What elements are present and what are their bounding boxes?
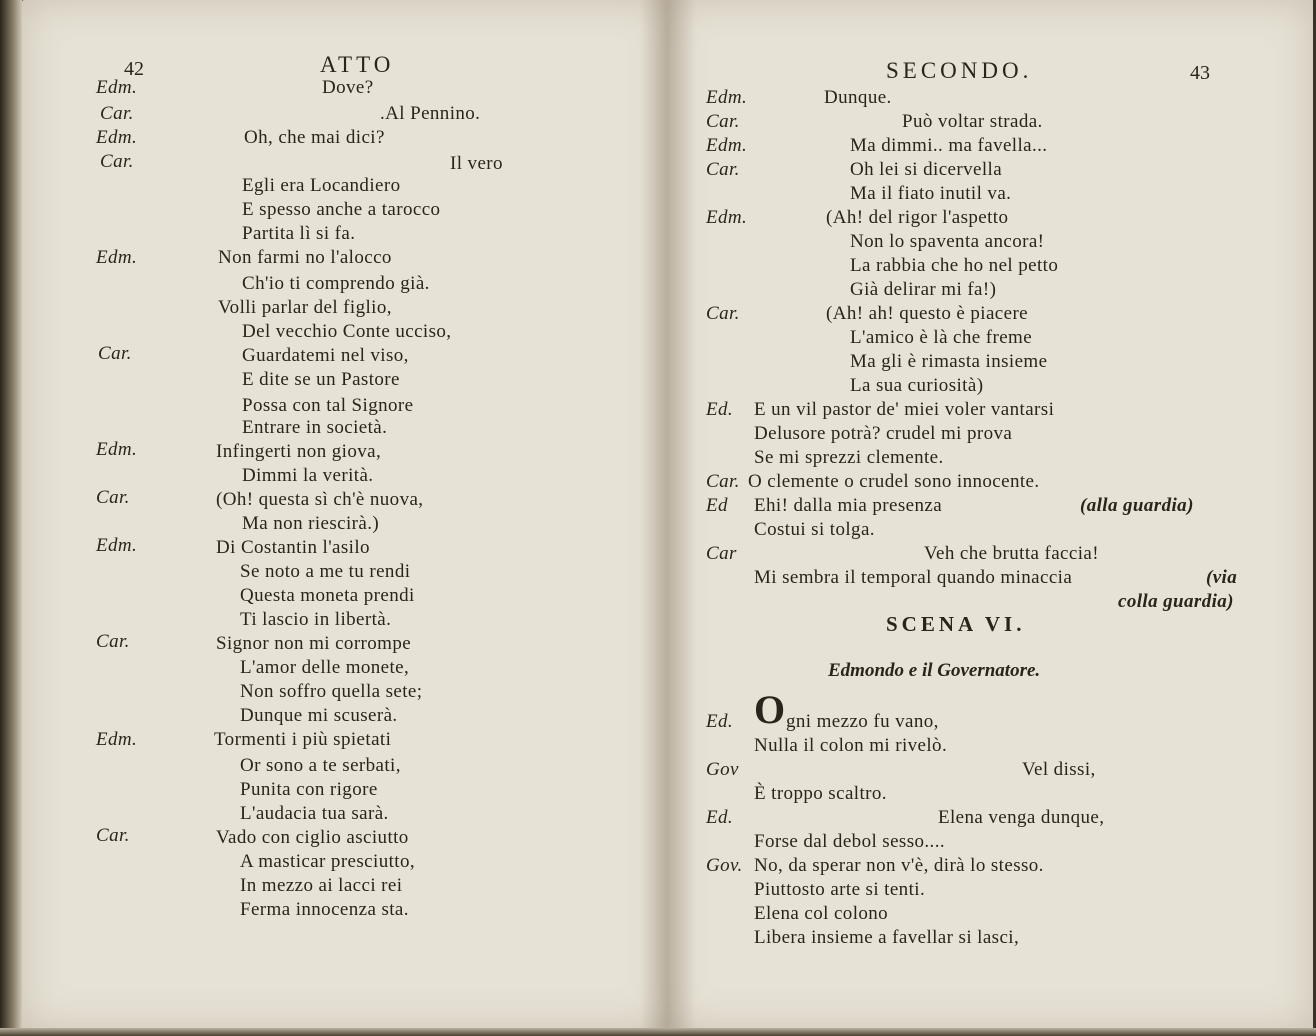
stage-direction: (via: [1206, 567, 1238, 588]
verse-line: Forse dal debol sesso....: [754, 831, 946, 852]
speaker: Edm.: [96, 535, 138, 556]
speaker: Car.: [96, 487, 130, 508]
verse-line: .Al Pennino.: [380, 103, 481, 124]
speaker: Ed.: [706, 399, 734, 420]
speaker: Edm.: [96, 77, 138, 98]
verse-line: Non lo spaventa ancora!: [850, 231, 1045, 252]
verse-line: Se mi sprezzi clemente.: [754, 447, 944, 468]
verse-line: E dite se un Pastore: [242, 369, 400, 390]
speaker: Edm.: [706, 135, 748, 156]
verse-line: Or sono a te serbati,: [240, 755, 401, 776]
verse-line: gni mezzo fu vano,: [786, 711, 939, 732]
verse-line: Il vero: [450, 153, 503, 174]
book-edge: [0, 0, 22, 1036]
speaker: Car.: [98, 343, 132, 364]
verse-line: Signor non mi corrompe: [216, 633, 412, 654]
verse-line: O clemente o crudel sono innocente.: [748, 471, 1040, 492]
page-header-right: SECONDO.: [886, 58, 1033, 83]
verse-line: Ferma innocenza sta.: [240, 899, 409, 920]
speaker: Edm.: [96, 127, 138, 148]
speaker: Ed: [706, 495, 728, 516]
verse-line: È troppo scaltro.: [754, 783, 887, 804]
verse-line: Ma gli è rimasta insieme: [850, 351, 1048, 372]
speaker: Car.: [706, 303, 740, 324]
scene-cast: Edmondo e il Governatore.: [828, 660, 1041, 681]
verse-line: (Ah! ah! questo è piacere: [826, 303, 1029, 324]
speaker: Edm.: [706, 87, 748, 108]
verse-line: Già delirar mi fa!): [850, 279, 997, 300]
verse-line: Libera insieme a favellar si lasci,: [754, 927, 1020, 948]
verse-line: Vado con ciglio asciutto: [216, 827, 409, 848]
verse-line: Tormenti i più spietati: [214, 729, 392, 750]
verse-line: Possa con tal Signore: [242, 395, 414, 416]
verse-line: Ehi! dalla mia presenza: [754, 495, 943, 516]
verse-line: Dunque mi scuserà.: [240, 705, 398, 726]
verse-line: E spesso anche a tarocco: [242, 199, 441, 220]
stage-direction: (alla guardia): [1080, 495, 1194, 516]
verse-line: (Ah! del rigor l'aspetto: [826, 207, 1009, 228]
verse-line: Costui si tolga.: [754, 519, 875, 540]
page-number-left: 42: [124, 58, 144, 80]
verse-line: Entrare in società.: [242, 417, 388, 438]
verse-line: Infingerti non giova,: [216, 441, 382, 462]
speaker: Car.: [706, 471, 740, 492]
verse-line: Ma non riescirà.): [242, 513, 380, 534]
verse-line: Punita con rigore: [240, 779, 378, 800]
verse-line: E un vil pastor de' miei voler vantarsi: [754, 399, 1055, 420]
verse-line: Ti lascio in libertà.: [240, 609, 392, 630]
verse-line: Dimmi la verità.: [242, 465, 374, 486]
speaker: Ed.: [706, 711, 734, 732]
verse-line: Delusore potrà? crudel mi prova: [754, 423, 1013, 444]
speaker: Car.: [706, 159, 740, 180]
left-page: [22, 0, 668, 1030]
verse-line: Non soffro quella sete;: [240, 681, 423, 702]
verse-line: Volli parlar del figlio,: [218, 297, 392, 318]
verse-line: Ch'io ti comprendo già.: [242, 273, 430, 294]
verse-line: L'amico è là che freme: [850, 327, 1033, 348]
verse-line: Dunque.: [824, 87, 892, 108]
speaker: Car.: [100, 151, 134, 172]
verse-line: Del vecchio Conte ucciso,: [242, 321, 452, 342]
verse-line: Non farmi no l'alocco: [218, 247, 392, 268]
page-number-right: 43: [1190, 62, 1210, 84]
verse-line: Oh, che mai dici?: [244, 127, 385, 148]
verse-line: Se noto a me tu rendi: [240, 561, 411, 582]
verse-line: Piuttosto arte si tenti.: [754, 879, 926, 900]
speaker: Edm.: [96, 729, 138, 750]
speaker: Car.: [96, 631, 130, 652]
speaker: Car.: [96, 825, 130, 846]
verse-line: Elena col colono: [754, 903, 889, 924]
speaker: Car.: [100, 103, 134, 124]
speaker: Edm.: [706, 207, 748, 228]
verse-line: In mezzo ai lacci rei: [240, 875, 403, 896]
speaker: Gov: [706, 759, 739, 780]
verse-line: L'audacia tua sarà.: [240, 803, 389, 824]
drop-cap: O: [754, 687, 786, 732]
verse-line: Egli era Locandiero: [242, 175, 401, 196]
page-header-left: ATTO: [320, 52, 395, 77]
verse-line: Ma dimmi.. ma favella...: [850, 135, 1048, 156]
verse-line: Oh lei si dicervella: [850, 159, 1003, 180]
verse-line: Partita lì si fa.: [242, 223, 356, 244]
speaker: Edm.: [96, 247, 138, 268]
verse-line: Può voltar strada.: [902, 111, 1043, 132]
verse-line: Veh che brutta faccia!: [924, 543, 1099, 564]
verse-line: (Oh! questa sì ch'è nuova,: [216, 489, 424, 510]
scene-title: SCENA VI.: [886, 612, 1026, 636]
book-edge-bottom: [0, 1028, 1316, 1036]
verse-line: Dove?: [322, 77, 374, 98]
verse-line: La sua curiosità): [850, 375, 984, 396]
verse-line: No, da sperar non v'è, dirà lo stesso.: [754, 855, 1044, 876]
verse-line: Nulla il colon mi rivelò.: [754, 735, 948, 756]
verse-line: L'amor delle monete,: [240, 657, 410, 678]
verse-line: Guardatemi nel viso,: [242, 345, 409, 366]
speaker: Ed.: [706, 807, 734, 828]
speaker: Edm.: [96, 439, 138, 460]
verse-line: Questa moneta prendi: [240, 585, 415, 606]
speaker: Gov.: [706, 855, 743, 876]
speaker: Car: [706, 543, 737, 564]
verse-line: Ma il fiato inutil va.: [850, 183, 1012, 204]
verse-line: Vel dissi,: [1022, 759, 1096, 780]
verse-line: Di Costantin l'asilo: [216, 537, 370, 558]
stage-direction: colla guardia): [1118, 591, 1234, 612]
right-page: [668, 0, 1313, 1030]
verse-line: Elena venga dunque,: [938, 807, 1105, 828]
verse-line: Mi sembra il temporal quando minaccia: [754, 567, 1073, 588]
verse-line: La rabbia che ho nel petto: [850, 255, 1059, 276]
speaker: Car.: [706, 111, 740, 132]
verse-line: A masticar presciutto,: [240, 851, 416, 872]
